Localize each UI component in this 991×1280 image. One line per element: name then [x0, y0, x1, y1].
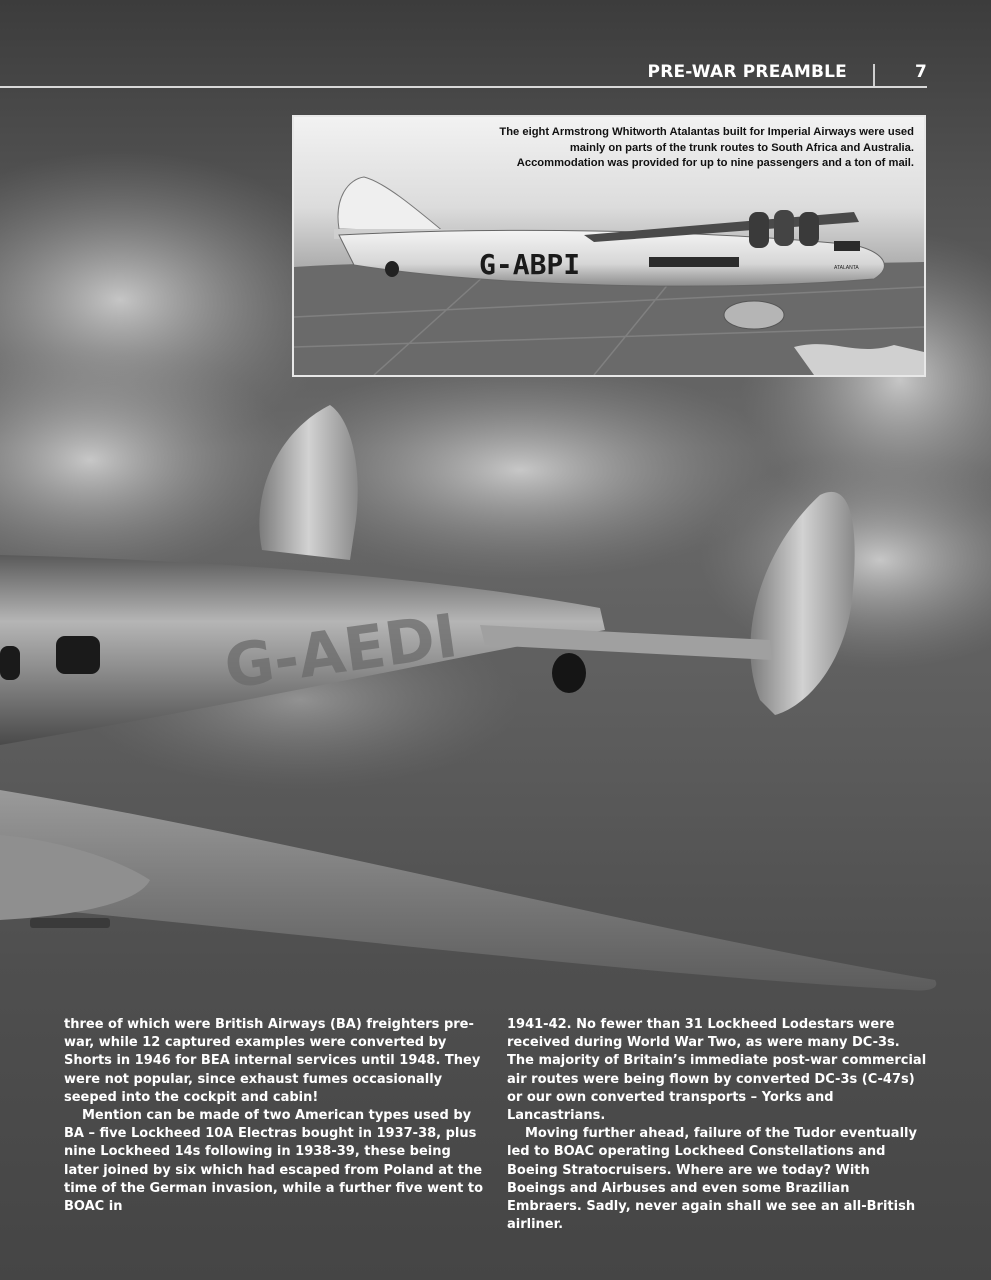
inset-photo [292, 115, 926, 377]
cabin-windows [649, 257, 739, 267]
engine [749, 212, 769, 248]
header-rule [0, 86, 927, 88]
body-column-left [64, 1016, 484, 1216]
cockpit-window [834, 241, 860, 251]
inset-caption: The eight Armstrong Whitworth Atalantas built for Imperial Airways were used mainly on parts of the trunk routes to South Africa and Australia. Accommodation was provided for up to nine passengers and a ton of mail. [499, 126, 914, 169]
exhaust-stub [30, 918, 110, 928]
page-number: 7 [915, 62, 927, 82]
tailplane [480, 625, 772, 660]
tail-wheel [552, 653, 586, 693]
body-column-right [507, 1016, 927, 1234]
engine [774, 210, 794, 246]
atalanta-nose-name: ATALANTA [834, 265, 859, 271]
body-paragraph: Mention can be made of two American types used by BA – five Lockheed 10A Electras bought in 1937-38, plus nine Lockheed 14s following in 1938-39, these being later joined by six which had escaped from Poland at the time of the German invasion, while a further five went to BOAC in [64, 1108, 484, 1215]
fuselage-registration: G-AEDI [220, 601, 462, 703]
river [794, 344, 924, 375]
cabin-window [0, 646, 20, 680]
body-paragraph: 1941-42. No fewer than 31 Lockheed Lodestars were received during World War Two, as were many DC-3s. The majority of Britain’s immediate post-war commercial air routes were being flown by converted DC-3s (C-47s) or our own converted transports – Yorks and Lancastrians. [507, 1017, 927, 1124]
engine [799, 212, 819, 246]
atalanta-registration: G-ABPI [479, 248, 581, 281]
cabin-window [56, 636, 100, 674]
header-separator [873, 64, 875, 86]
section-title: PRE-WAR PREAMBLE [647, 62, 847, 82]
main-wheel [724, 301, 784, 329]
body-paragraph: three of which were British Airways (BA) freighters pre-war, while 12 captured examples were converted by Shorts in 1946 for BEA internal services until 1948. They were not popular, since exhaust fumes occasionally seeped into the cockpit and cabin! [64, 1017, 481, 1105]
body-paragraph: Moving further ahead, failure of the Tudor eventually led to BOAC operating Lockheed Constellations and Boeing Stratocruisers. Where are we today? With Boeings and Airbuses and even some Brazilian Embraers. Sadly, never again shall we see an all-British airliner. [507, 1126, 917, 1233]
atalanta-tail [338, 177, 444, 232]
tail-wheel [385, 261, 399, 277]
